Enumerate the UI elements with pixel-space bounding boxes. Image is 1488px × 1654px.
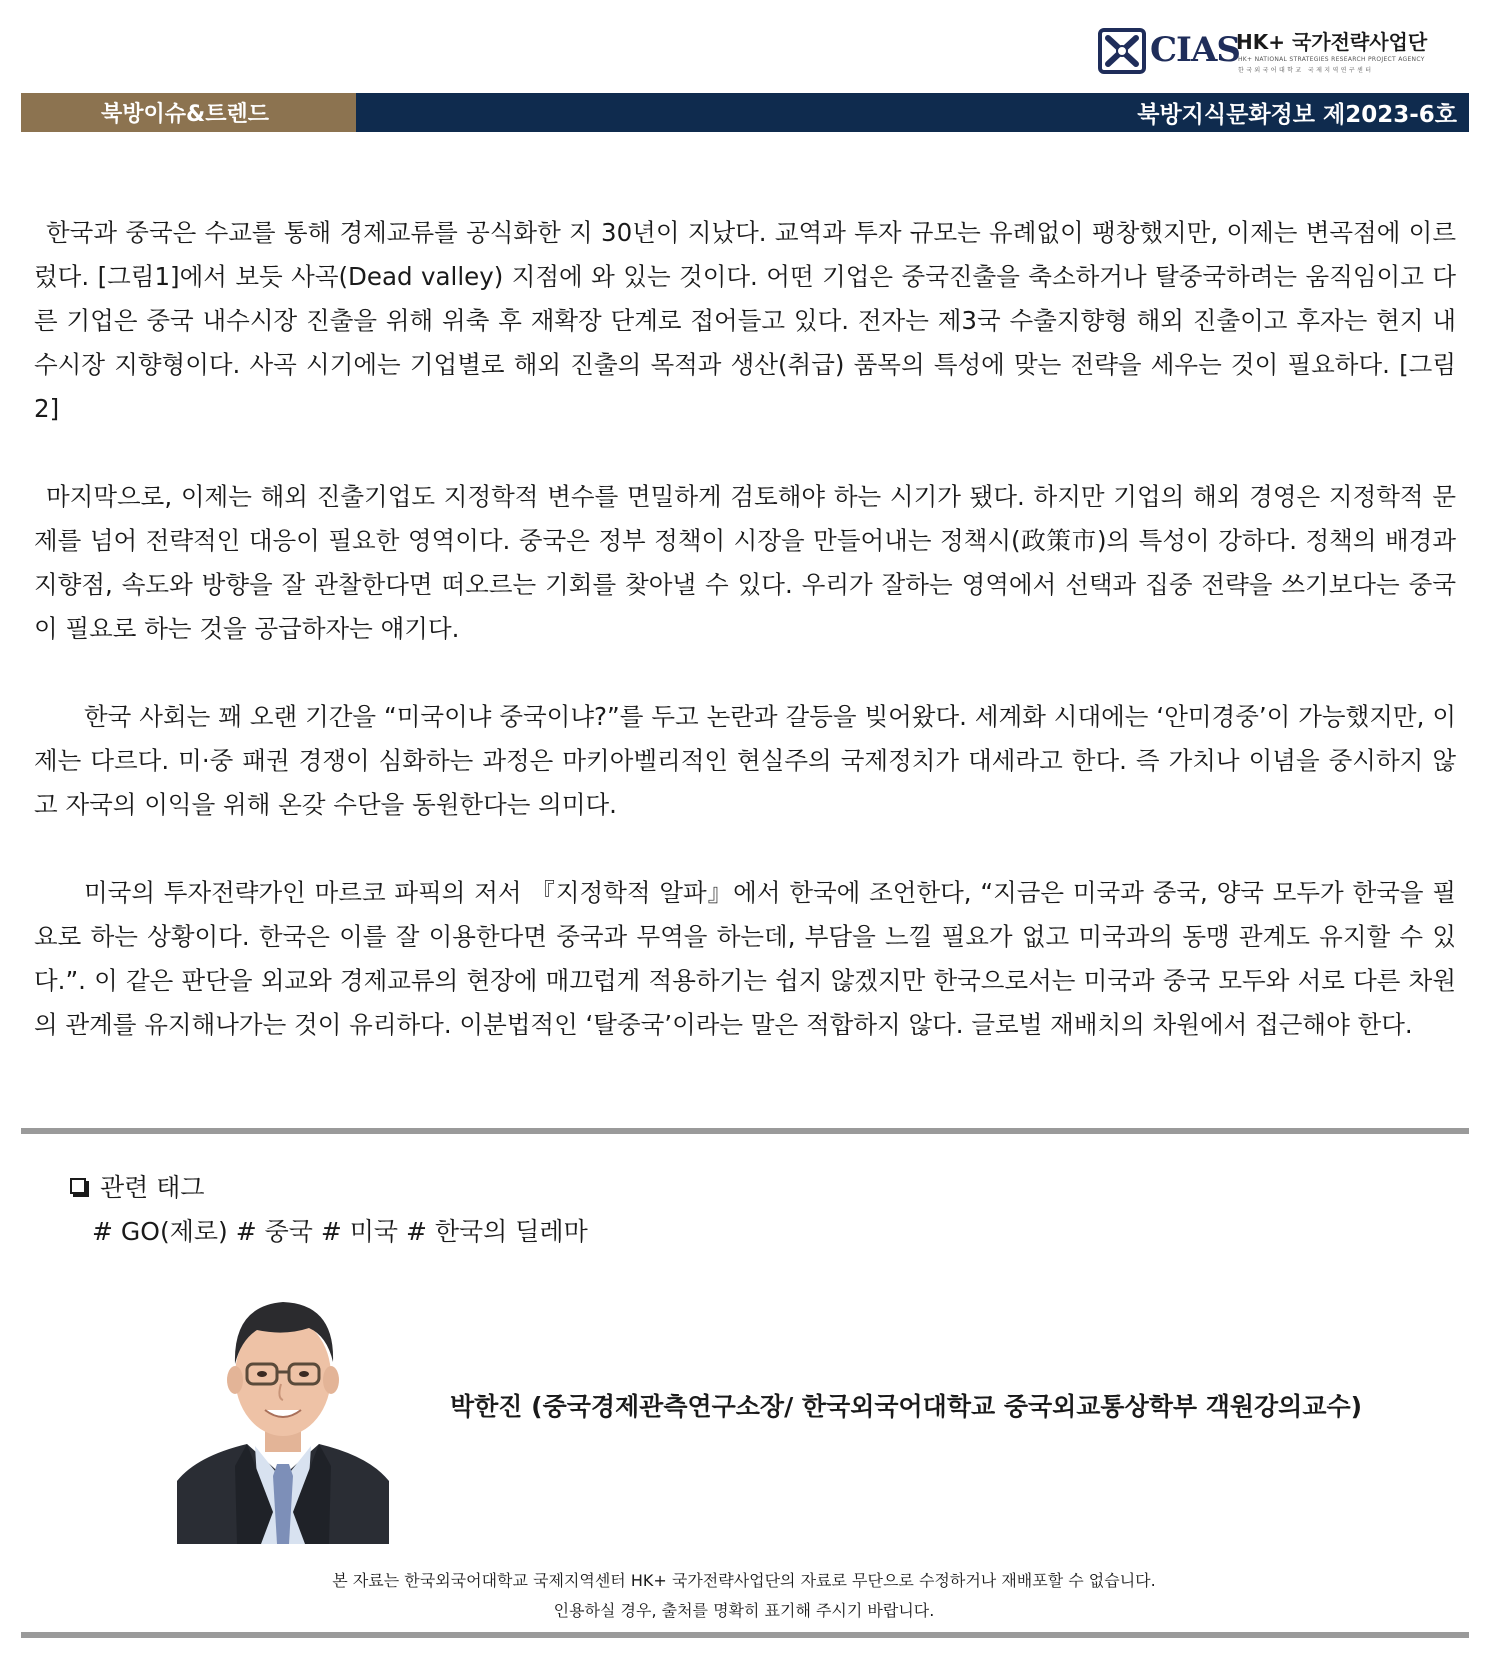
footer-line-1: 본 자료는 한국외국어대학교 국제지역센터 HK+ 국가전략사업단의 자료로 무단으로 수정하거나 재배포할 수 없습니다. <box>332 1571 1156 1590</box>
cias-logo <box>1098 26 1458 76</box>
footer-line-2: 인용하실 경우, 출처를 명확히 표기해 주시기 바랍니다. <box>553 1601 935 1620</box>
tags-heading <box>70 1168 205 1204</box>
divider-bottom <box>21 1632 1469 1638</box>
paragraph-3: 한국 사회는 꽤 오랜 기간을 “미국이냐 중국이냐?”를 두고 논란과 갈등을 빚어왔다. 세계화 시대에는 ‘안미경중’이 가능했지만, 이제는 다르다. 미·중 패권 경쟁이 심화하는 과정은 마키아벨리적인 현실주의 국제정치가 대세라고 한다. 즉 가치나 이념을 중시하지 않고 자국의 이익을 위해 온갖 수단을 동원한다는 의미다. <box>34 702 1456 819</box>
checkbox-bullet-icon <box>70 1178 86 1194</box>
copyright-notice <box>0 1566 1488 1626</box>
section-label: 북방이슈&트렌드 <box>21 93 356 132</box>
paragraph-4: 미국의 투자전략가인 마르코 파픽의 저서 『지정학적 알파』에서 한국에 조언한다, “지금은 미국과 중국, 양국 모두가 한국을 필요로 하는 상황이다. 한국은 이를 잘 이용한다면 중국과 무역을 하는데, 부담을 느낄 필요가 없고 미국과의 동맹 관계도 유지할 수 있다.”. 이 같은 판단을 외교와 경제교류의 현장에 매끄럽게 적용하기는 쉽지 않겠지만 한국으로서는 미국과 중국 모두와 서로 다른 차원의 관계를 유지해나가는 것이 유리하다. 이분법적인 ‘탈중국’이라는 말은 적합하지 않다. 글로벌 재배치의 차원에서 접근해야 한다. <box>34 878 1456 1039</box>
divider-top <box>21 1128 1469 1134</box>
paragraph-2: 마지막으로, 이제는 해외 진출기업도 지정학적 변수를 면밀하게 검토해야 하는 시기가 됐다. 하지만 기업의 해외 경영은 지정학적 문제를 넘어 전략적인 대응이 필요한 영역이다. 중국은 정부 정책이 시장을 만들어내는 정책시(政策市)의 특성이 강하다. 정책의 배경과 지향점, 속도와 방향을 잘 관찰한다면 떠오르는 기회를 찾아낼 수 있다. 우리가 잘하는 영역에서 선택과 집중 전략을 쓰기보다는 중국이 필요로 하는 것을 공급하자는 얘기다. <box>34 482 1456 643</box>
logo-title: HK+ 국가전략사업단 <box>1236 30 1428 54</box>
author-photo <box>177 1276 389 1544</box>
paragraph-1: 한국과 중국은 수교를 통해 경제교류를 공식화한 지 30년이 지났다. 교역과 투자 규모는 유례없이 팽창했지만, 이제는 변곡점에 이르렀다. [그림1]에서 보듯 사곡(Dead valley) 지점에 와 있는 것이다. 어떤 기업은 중국진출을 축소하거나 탈중국하려는 움직임이고 다른 기업은 중국 내수시장 진출을 위해 위축 후 재확장 단계로 접어들고 있다. 전자는 제3국 수출지향형 해외 진출이고 후자는 현지 내수시장 지향형이다. 사곡 시기에는 기업별로 해외 진출의 목적과 생산(취급) 품목의 특성에 맞는 전략을 세우는 것이 필요하다. [그림2] <box>34 218 1456 423</box>
tags-title: 관련 태그 <box>100 1173 205 1202</box>
tags-list: # GO(제로) # 중국 # 미국 # 한국의 딜레마 <box>92 1217 588 1246</box>
header-band <box>21 93 1469 132</box>
logo-subtitle-en: HK+ NATIONAL STRATEGIES RESEARCH PROJECT AGENCY <box>1238 56 1425 63</box>
logo-subtitle-ko: 한국외국어대학교 국제지역연구센터 <box>1238 67 1374 74</box>
cias-emblem-icon <box>1098 28 1146 74</box>
logo-brand: CIAS <box>1150 30 1240 70</box>
article-body <box>34 211 1456 1091</box>
issue-label: 북방지식문화정보 제2023-6호 <box>356 93 1469 132</box>
author-credit: 박한진 (중국경제관측연구소장/ 한국외국어대학교 중국외교통상학부 객원강의교수) <box>450 1392 1363 1421</box>
